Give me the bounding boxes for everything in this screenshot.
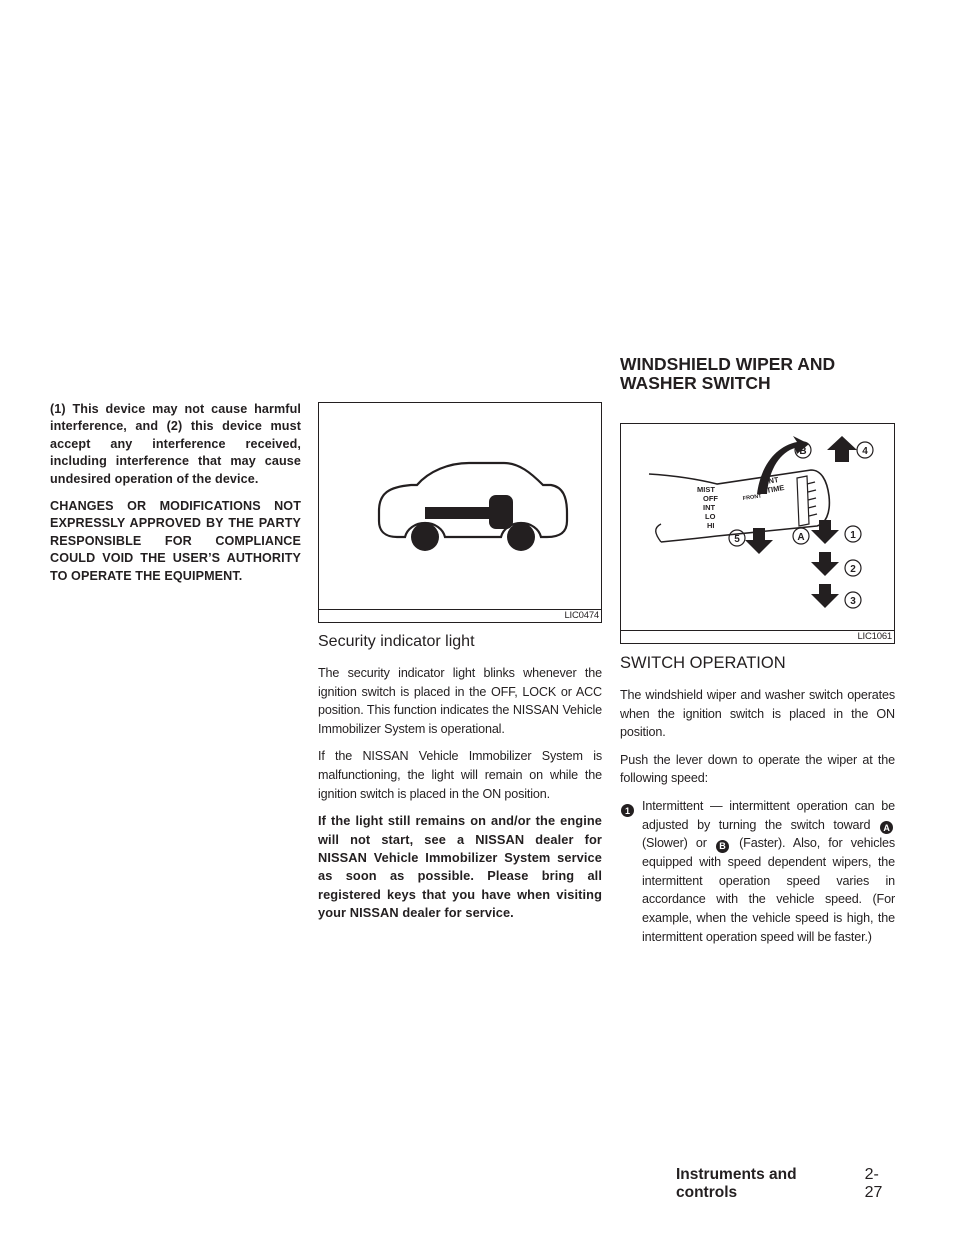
security-indicator-figure (318, 402, 602, 623)
figure-rule (621, 630, 894, 631)
arrow-3 (811, 584, 839, 608)
int-time-knob (797, 476, 817, 526)
arrow-5 (745, 528, 773, 554)
callout-4: 4 (862, 446, 868, 457)
figure-rule (319, 609, 601, 610)
callout-5: 5 (734, 534, 740, 545)
lever-end (656, 524, 661, 542)
label-int-time-1: INT (765, 475, 780, 486)
page-number: 2-27 (864, 1166, 883, 1201)
item1-part3: (Faster). Also, for vehicles equipped with speed dependent wipers, the intermittent operation speed varies in accordance with the vehicle speed. (For example, when the vehicle speed is high, the intermittent operation speed will be faster.) (642, 836, 895, 944)
fcc-statement: (1) This device may not cause harmful interference, and (2) this device must accept any interference received, including interference that may cause undesired operation of the device. (50, 402, 301, 486)
key-blade (425, 507, 493, 519)
security-para-2: If the NISSAN Vehicle Immobilizer System is malfunctioning, the light will remain on while the ignition switch is placed in the ON position. (318, 749, 602, 801)
switch-operation-heading: SWITCH OPERATION (620, 654, 786, 672)
callout-b: B (799, 446, 807, 457)
circled-ref-b: B (716, 840, 729, 853)
label-off: OFF (703, 494, 718, 503)
arrow-1 (811, 520, 839, 544)
left-column (50, 401, 301, 595)
figure-code: LIC1061 (857, 631, 892, 642)
wiper-lever-illustration (621, 424, 894, 630)
security-indicator-heading: Security indicator light (318, 633, 475, 650)
arrow-4 (827, 436, 857, 462)
label-lo: LO (705, 512, 716, 521)
figure-code: LIC0474 (564, 610, 599, 621)
switch-para-1: The windshield wiper and washer switch operates when the ignition switch is placed in the ON position. (620, 688, 895, 740)
callout-2: 2 (850, 564, 856, 575)
car-outline (379, 463, 567, 537)
car-key-illustration (319, 403, 601, 609)
middle-column (318, 402, 602, 933)
label-int-time-2: TIME (765, 482, 785, 495)
page-footer (676, 1166, 896, 1202)
wiper-switch-figure (620, 423, 895, 644)
security-para-1: The security indicator light blinks whenever the ignition switch is placed in the OFF, LOCK or ACC position. This function indicates the NISSAN Vehicle Immobilizer System is operational. (318, 666, 602, 736)
rear-wheel (507, 523, 535, 551)
label-front: FRONT (742, 493, 763, 502)
item1-part1: Intermittent — intermittent operation can be adjusted by turning the switch toward (642, 798, 895, 832)
circled-number-1: 1 (621, 804, 634, 817)
label-int: INT (703, 503, 716, 512)
list-number (620, 797, 642, 946)
callout-1: 1 (850, 530, 856, 541)
circled-ref-a: A (880, 821, 893, 834)
label-hi: HI (707, 521, 715, 530)
callout-3: 3 (850, 596, 856, 607)
list-item-intermittent (620, 797, 895, 946)
fcc-warning: CHANGES OR MODIFICATIONS NOT EXPRESSLY APPROVED BY THE PARTY RESPONSIBLE FOR COMPLIANCE COULD VOID THE USER’S AUTHORITY TO OPERATE THE EQUIPMENT. (50, 499, 301, 583)
right-column (620, 355, 895, 954)
callout-a: A (797, 532, 805, 543)
security-warning: If the light still remains on and/or the engine will not start, see a NISSAN dealer for NISSAN Vehicle Immobilizer System service as soon as possible. Please bring all registered keys that you have when visiting your NISSAN dealer for service. (318, 813, 602, 921)
arrow-2 (811, 552, 839, 576)
section-title: WINDSHIELD WIPER AND WASHER SWITCH (620, 354, 836, 393)
item1-part2: (Slower) or (642, 836, 707, 851)
list-item-text (642, 797, 895, 946)
chapter-title: Instruments and controls (676, 1166, 797, 1201)
label-mist: MIST (697, 485, 715, 494)
front-wheel (411, 523, 439, 551)
switch-para-2: Push the lever down to operate the wiper at the following speed: (620, 752, 895, 786)
key-head (489, 495, 513, 529)
